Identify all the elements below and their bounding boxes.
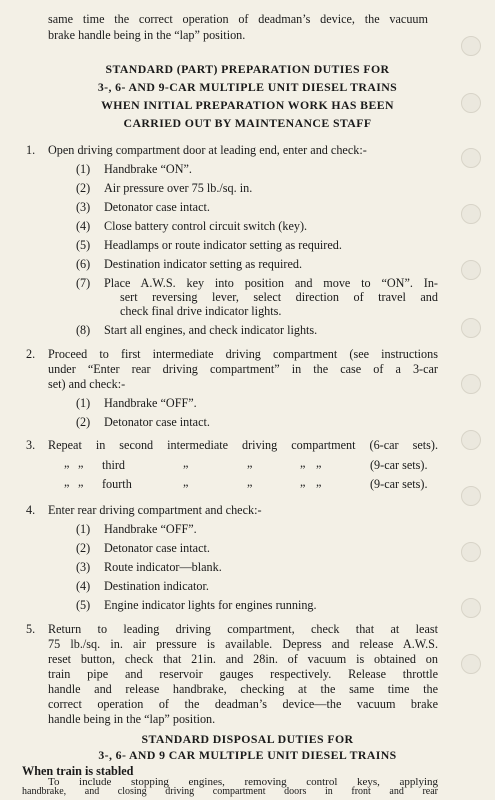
- ditto-row-suffix: (9-car sets).: [370, 477, 428, 491]
- binder-hole: [461, 318, 481, 338]
- ditto-mark: „: [183, 456, 189, 470]
- item-number: (3): [76, 560, 91, 574]
- item-text: Detonator case intact.: [104, 541, 210, 555]
- binder-hole: [461, 654, 481, 674]
- section-heading-line: STANDARD (PART) PREPARATION DUTIES FOR: [105, 62, 390, 76]
- paragraph-line: handbrake, and closing driving compartment doors in front and rear: [22, 786, 438, 797]
- step-number: 2.: [26, 347, 36, 361]
- section-heading-line: WHEN INITIAL PREPARATION WORK HAS BEEN: [101, 98, 394, 112]
- step-text: Proceed to first intermediate driving compartment (see instructions: [48, 347, 438, 361]
- ditto-mark: „: [78, 475, 84, 489]
- paragraph-line: To include stopping engines, removing control keys, applying: [48, 776, 438, 788]
- item-number: (4): [76, 579, 91, 593]
- ditto-row-suffix: (9-car sets).: [370, 458, 428, 472]
- ditto-mark: „: [247, 456, 253, 470]
- item-number: (4): [76, 219, 91, 233]
- item-text: Destination indicator.: [104, 579, 209, 593]
- item-number: (7): [76, 276, 91, 290]
- item-text: Start all engines, and check indicator lights.: [104, 323, 318, 337]
- step-text: handle being in the “lap” position.: [48, 712, 216, 726]
- section-heading-line: STANDARD DISPOSAL DUTIES FOR: [141, 732, 354, 746]
- step-text: handle and release handbrake, checking at the same time the: [48, 682, 438, 696]
- item-text: sert reversing lever, select direction of travel and: [120, 290, 438, 304]
- ditto-mark: „: [316, 475, 322, 489]
- item-number: (3): [76, 200, 91, 214]
- item-text: Handbrake “ON”.: [104, 162, 192, 176]
- step-text: under “Enter rear driving compartment” in the case of a 3-car: [48, 362, 438, 376]
- binder-hole: [461, 542, 481, 562]
- item-number: (5): [76, 238, 91, 252]
- binder-hole: [461, 374, 481, 394]
- binder-hole: [461, 430, 481, 450]
- item-text: Close battery control circuit switch (key).: [104, 219, 308, 233]
- binder-hole: [461, 260, 481, 280]
- item-text: Route indicator—blank.: [104, 560, 222, 574]
- item-text: Detonator case intact.: [104, 200, 210, 214]
- item-text: Detonator case intact.: [104, 415, 210, 429]
- section-heading-line: 3-, 6- AND 9-CAR MULTIPLE UNIT DIESEL TRAINS: [97, 80, 398, 94]
- item-number: (8): [76, 323, 91, 337]
- item-number: (2): [76, 415, 91, 429]
- step-text: Repeat in second intermediate driving compartment (6-car sets).: [48, 438, 438, 452]
- ditto-mark: „: [247, 475, 253, 489]
- binder-hole: [461, 486, 481, 506]
- binder-hole: [461, 204, 481, 224]
- item-number: (1): [76, 162, 91, 176]
- item-number: (1): [76, 522, 91, 536]
- step-text: Enter rear driving compartment and check:-: [48, 503, 262, 517]
- item-number: (2): [76, 181, 91, 195]
- item-number: (1): [76, 396, 91, 410]
- item-text: Handbrake “OFF”.: [104, 522, 197, 536]
- step-number: 1.: [26, 143, 36, 157]
- item-text: Place A.W.S. key into position and move to “ON”. In-: [104, 276, 438, 290]
- step-text: 75 lb./sq. in. air pressure is available. Depress and release A.W.S.: [48, 637, 438, 651]
- item-number: (6): [76, 257, 91, 271]
- item-text: Headlamps or route indicator setting as required.: [104, 238, 342, 252]
- intro-line: same time the correct operation of deadman’s device, the vacuum: [48, 12, 428, 26]
- ditto-mark: „: [64, 456, 70, 470]
- step-number: 4.: [26, 503, 36, 517]
- subheading: When train is stabled: [22, 764, 134, 778]
- binder-hole: [461, 148, 481, 168]
- intro-line: brake handle being in the “lap” position.: [48, 28, 246, 42]
- step-text: reset button, check that 21in. and 28in. of vacuum is obtained on: [48, 652, 438, 666]
- ditto-row-word: third: [102, 458, 126, 472]
- step-text: set) and check:-: [48, 377, 126, 391]
- item-number: (5): [76, 598, 91, 612]
- item-text: Air pressure over 75 lb./sq. in.: [104, 181, 253, 195]
- binder-hole: [461, 598, 481, 618]
- binder-hole: [461, 36, 481, 56]
- step-number: 5.: [26, 622, 36, 636]
- step-text: Open driving compartment door at leading end, enter and check:-: [48, 143, 367, 157]
- ditto-mark: „: [316, 456, 322, 470]
- item-number: (2): [76, 541, 91, 555]
- step-number: 3.: [26, 438, 36, 452]
- item-text: Destination indicator setting as required.: [104, 257, 302, 271]
- item-text: Engine indicator lights for engines running.: [104, 598, 317, 612]
- ditto-mark: „: [78, 456, 84, 470]
- section-heading-line: CARRIED OUT BY MAINTENANCE STAFF: [123, 116, 372, 130]
- ditto-mark: „: [183, 475, 189, 489]
- item-text: check final drive indicator lights.: [120, 304, 282, 318]
- item-text: Handbrake “OFF”.: [104, 396, 197, 410]
- step-text: correct operation of the deadman’s device—the vacuum brake: [48, 697, 438, 711]
- section-heading-line: 3-, 6- AND 9 CAR MULTIPLE UNIT DIESEL TRAINS: [98, 748, 397, 762]
- ditto-mark: „: [300, 456, 306, 470]
- ditto-mark: „: [300, 475, 306, 489]
- ditto-mark: „: [64, 475, 70, 489]
- step-text: train pipe and reservoir gauges respectively. Release throttle: [48, 667, 438, 681]
- ditto-row-word: fourth: [102, 477, 132, 491]
- step-text: Return to leading driving compartment, check that at least: [48, 622, 438, 636]
